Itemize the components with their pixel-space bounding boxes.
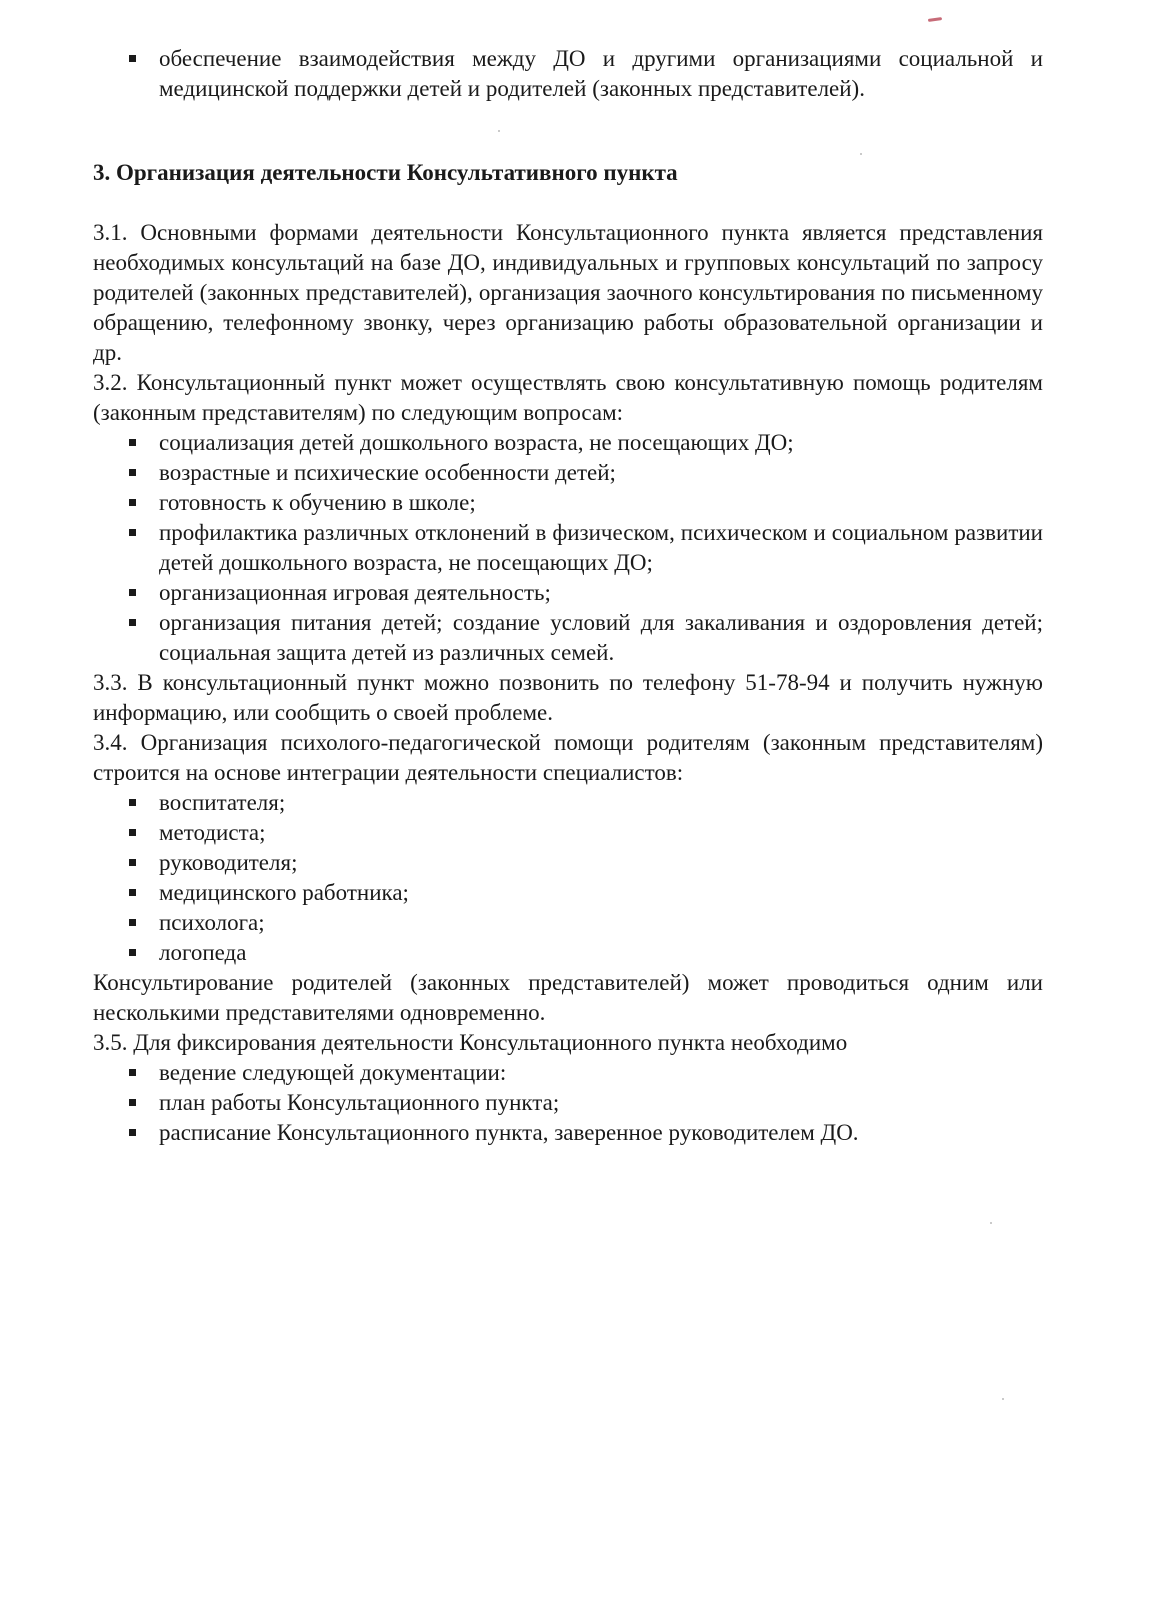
list-3-4 — [93, 788, 1043, 968]
paragraph-3-4: 3.4. Организация психолого-педагогической помощи родителям (законным представителям) строится на основе интеграции деятельности специалистов: — [93, 730, 1043, 785]
list-item: обеспечение взаимодействия между ДО и другими организациями социальной и медицинской поддержки детей и родителей (законных представителей). — [93, 44, 1043, 104]
list-item: методиста; — [93, 818, 1043, 848]
section-heading: 3. Организация деятельности Консультативного пункта — [93, 160, 678, 185]
list-item: план работы Консультационного пункта; — [93, 1088, 1043, 1118]
list-item: организационная игровая деятельность; — [93, 578, 1043, 608]
paragraph-3-3: 3.3. В консультационный пункт можно позвонить по телефону 51-78-94 и получить нужную информацию, или сообщить о своей проблеме. — [93, 670, 1043, 725]
paragraph-3-5: 3.5. Для фиксирования деятельности Консультационного пункта необходимо — [93, 1030, 848, 1055]
paragraph-consulting: Консультирование родителей (законных представителей) может проводиться одним или несколькими представителями одновременно. — [93, 970, 1043, 1025]
list-item: возрастные и психические особенности детей; — [93, 458, 1043, 488]
list-item: профилактика различных отклонений в физическом, психическом и социальном развитии детей дошкольного возраста, не посещающих ДО; — [93, 518, 1043, 578]
pen-mark — [928, 17, 942, 22]
scan-speck — [1002, 1398, 1004, 1400]
list-item: психолога; — [93, 908, 1043, 938]
list-item: готовность к обучению в школе; — [93, 488, 1043, 518]
intro-bullet-list — [93, 44, 1043, 104]
list-item: социализация детей дошкольного возраста, не посещающих ДО; — [93, 428, 1043, 458]
list-item: логопеда — [93, 938, 1043, 968]
list-item: расписание Консультационного пункта, заверенное руководителем ДО. — [93, 1118, 1043, 1148]
list-3-5 — [93, 1058, 1043, 1148]
list-item: ведение следующей документации: — [93, 1058, 1043, 1088]
paragraph-3-2: 3.2. Консультационный пункт может осуществлять свою консультативную помощь родителям (законным представителям) по следующим вопросам: — [93, 370, 1043, 425]
list-item: руководителя; — [93, 848, 1043, 878]
list-item: медицинского работника; — [93, 878, 1043, 908]
document-body — [93, 44, 1043, 1148]
list-3-2 — [93, 428, 1043, 668]
list-item: организация питания детей; создание условий для закаливания и оздоровления детей; социальная защита детей из различных семей. — [93, 608, 1043, 668]
scan-speck — [990, 1222, 992, 1224]
list-item: воспитателя; — [93, 788, 1043, 818]
paragraph-3-1: 3.1. Основными формами деятельности Консультационного пункта является представления необходимых консультаций на базе ДО, индивидуальных и групповых консультаций по запросу родителей (законных представителей), организация заочного консультирования по письменному обращению, телефонному звонку, через организацию работы образовательной организации и др. — [93, 220, 1043, 365]
